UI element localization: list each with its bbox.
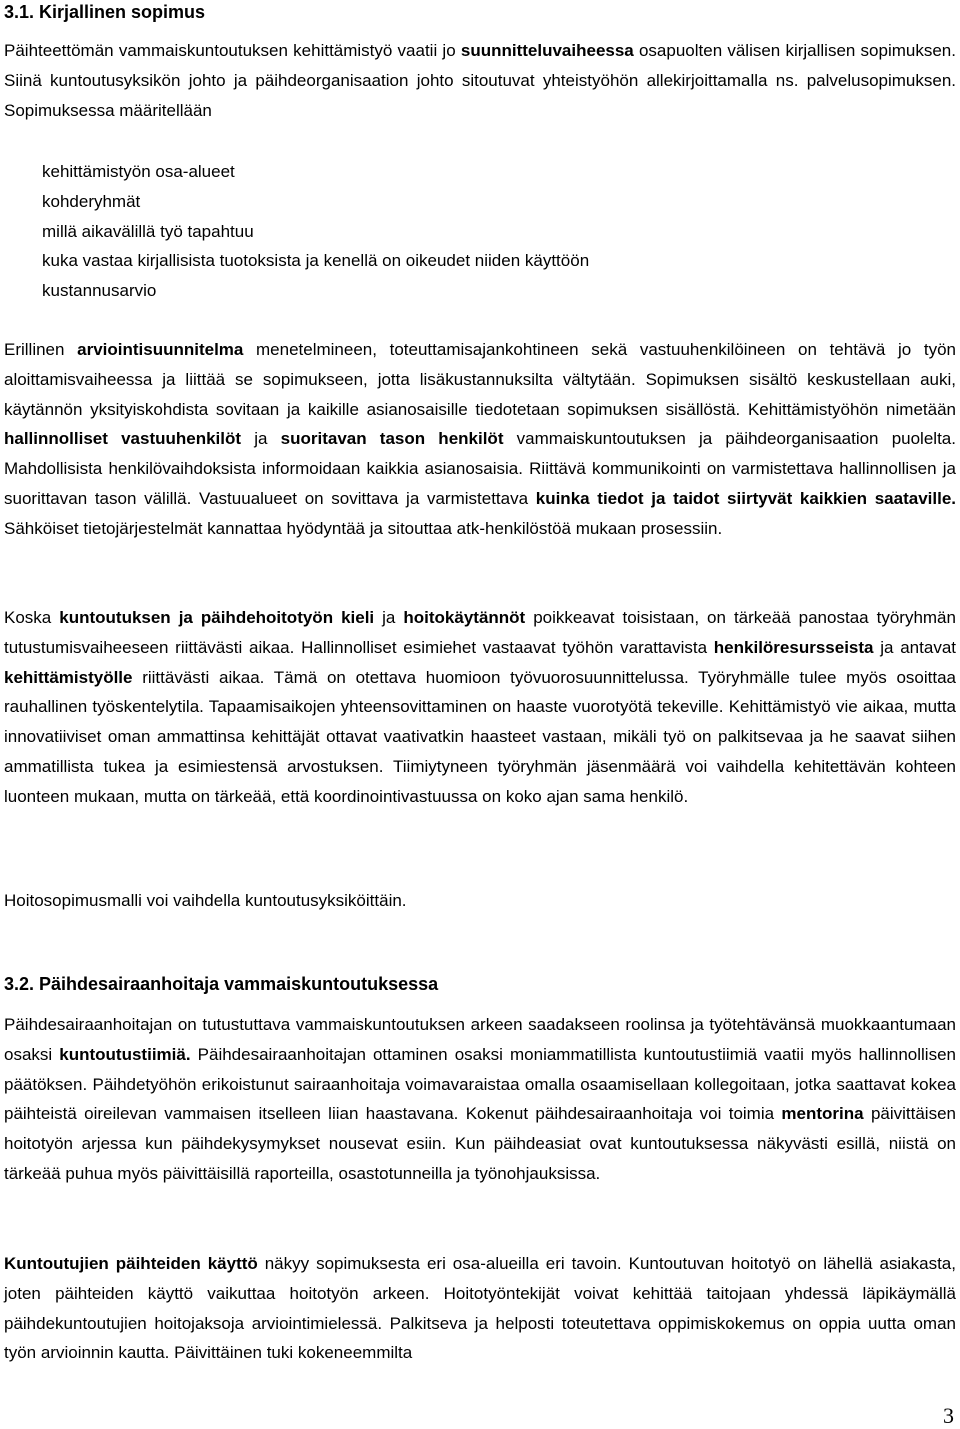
bold-term-suunnitteluvaiheessa: suunnitteluvaiheessa	[460, 41, 634, 60]
list-item: kuka vastaa kirjallisista tuotoksista ja kenellä on oikeudet niiden käyttöön	[42, 251, 590, 271]
text-run: päivittäisen hoitotyön arjessa kun päihdekysymykset nousevat esiin. Kun päihdeasiat ovat kuntoutuksessa näkyvästi esillä, niistä on tärkeää puhua myös päivittäisillä raporteilla, osastotunneilla ja työnohjauksissa.	[4, 1104, 956, 1183]
list-item: millä aikavälillä työ tapahtuu	[42, 221, 254, 241]
paragraph-agreement-model: Hoitosopimusmalli voi vaihdella kuntoutusyksiköittäin.	[4, 891, 407, 910]
bold-term-tiedot-ja-taidot: kuinka tiedot ja taidot siirtyvät kaikkien saataville.	[535, 488, 956, 508]
paragraph-substance-nurse	[4, 1010, 956, 1189]
text-run: ja	[241, 429, 281, 449]
agreement-contents-list	[42, 157, 589, 306]
text-run: osapuolten välisen kirjallisen sopimuksen. Siinä kuntoutusyksikön johto ja päihdeorganisaation johto sitoutuvat yhteistyöhön allekirjoittamalla ns. palvelusopimuksen. Sopimuksessa määritellään	[4, 41, 956, 120]
text-run: Päihdesairaanhoitajan on tutustuttava vammaiskuntoutuksen arkeen saadakseen roolinsa ja työtehtävänsä muokkaantumaan osaksi	[4, 1015, 956, 1064]
paragraph-agreement-intro	[4, 36, 956, 125]
paragraph-substance-use	[4, 1249, 956, 1368]
bold-term-arviointisuunnitelma: arviointisuunnitelma	[77, 340, 244, 359]
paragraph-evaluation-plan	[4, 335, 956, 544]
bold-term-kuntoutustiimia: kuntoutustiimiä.	[59, 1044, 191, 1064]
bold-term-kehittamistyolle: kehittämistyölle	[4, 667, 133, 687]
page-number: 3	[943, 1403, 954, 1428]
text-run: menetelmineen, toteuttamisajankohtineen sekä vastuuhenkilöineen on tehtävä jo työn aloittamisvaiheessa ja liittää se sopimukseen, jotta lisäkustannuksilta vältytään. Sopimuksen sisältö keskustellaan auki, käytännön yksityiskohdista sovitaan ja kaikille asianosaisille tiedotetaan sopimuksen sisällöstä. Kehittämistyöhön nimetään	[4, 340, 956, 419]
section-heading-3-2: 3.2. Päihdesairaanhoitaja vammaiskuntoutuksessa	[4, 974, 439, 994]
text-run: Koska	[4, 608, 60, 627]
bold-term-henkiloresurssit: henkilöresursseista	[713, 637, 874, 657]
text-run: Päihdesairaanhoitajan ottaminen osaksi moniammatillista kuntoutustiimiä vaatii myös hallinnollisen päätöksen. Päihdetyöhön erikoistunut sairaanhoitaja voimavaraistaa omalla osaamisellaan kollegoitaan, jotka saattavat kokea päihteistä oireilevan vammaisen itselleen liian haastavana. Kokenut päihdesairaanhoitaja voi toimia	[4, 1044, 956, 1124]
bold-term-vastuuhenkilot: hallinnolliset vastuuhenkilöt	[4, 429, 242, 449]
list-item: kustannusarvio	[42, 281, 157, 301]
text-run: Päihteettömän vammaiskuntoutuksen kehittämistyö vaatii jo	[4, 41, 461, 60]
text-run: ja	[374, 608, 404, 627]
text-run: vammaiskuntoutuksen ja päihdeorganisaation puolelta. Mahdollisista henkilövaihdoksista informoidaan kaikkia asianosaisia. Riittävä kommunikointi on varmistettava hallinnollisen ja suorittavan tason välillä. Vastuualueet on sovittava ja varmistettava	[4, 429, 956, 508]
text-run: Erillinen	[4, 340, 78, 359]
section-heading-3-1: 3.1. Kirjallinen sopimus	[4, 2, 206, 22]
list-item: kehittämistyön osa-alueet	[42, 162, 235, 181]
bold-term-mentorina: mentorina	[781, 1104, 864, 1124]
text-run: poikkeavat toisistaan, on tärkeää panostaa työryhmän tutustumisvaiheeseen riittävästi aikaa. Hallinnolliset esimiehet vastaavat työhön varattavista	[4, 608, 956, 657]
text-run: näkyy sopimuksesta eri osa-alueilla eri tavoin. Kuntoutuvan hoitotyö on lähellä asiakasta, joten päihteiden käyttö vaikuttaa hoitotyön arkeen. Hoitotyöntekijät voivat kehittää taitojaan yhdessä läpikäymällä päihdekuntoutujien hoitojaksoja arviointimielessä. Palkitseva ja helposti toteutettava oppimiskokemus on oppia uutta oman työn arvioinnin kautta. Päivittäinen tuki kokeneemmilta	[4, 1254, 956, 1363]
bold-term-paihteiden-kaytto: Kuntoutujien päihteiden käyttö	[4, 1254, 258, 1273]
bold-term-kieli: kuntoutuksen ja päihdehoitotyön kieli	[59, 608, 375, 627]
text-run: ja antavat	[873, 637, 956, 657]
list-item: kohderyhmät	[42, 191, 141, 211]
paragraph-language-and-practices	[4, 603, 956, 812]
text-run: riittävästi aikaa. Tämä on otettava huomioon työvuorosuunnittelussa. Työryhmälle tulee myös osoittaa rauhallinen työskentelytila. Tapaamisaikojen yhteensovittaminen on haaste vuorotyötä tekeville. Kehittämistyö vie aikaa, mutta innovatiiviset oman ammattinsa kehittäjät ottavat vaativatkin haasteet vastaan, mikäli työ on palkitsevaa ja he saavat siihen ammatillista tukea ja esimiestensä arvostuksen. Tiimiytyneen työryhmän jäsenmäärä voi vaihdella kehitettävän kohteen luonteen mukaan, mutta on tärkeää, että koordinointivastuussa on koko ajan sama henkilö.	[4, 667, 956, 806]
bold-term-hoitokaytannot: hoitokäytännöt	[403, 608, 526, 627]
bold-term-suorittavan-tason: suoritavan tason henkilöt	[280, 429, 504, 449]
text-run: Sähköiset tietojärjestelmät kannattaa hyödyntää ja sitouttaa atk-henkilöstöä mukaan prosessiin.	[4, 518, 723, 538]
